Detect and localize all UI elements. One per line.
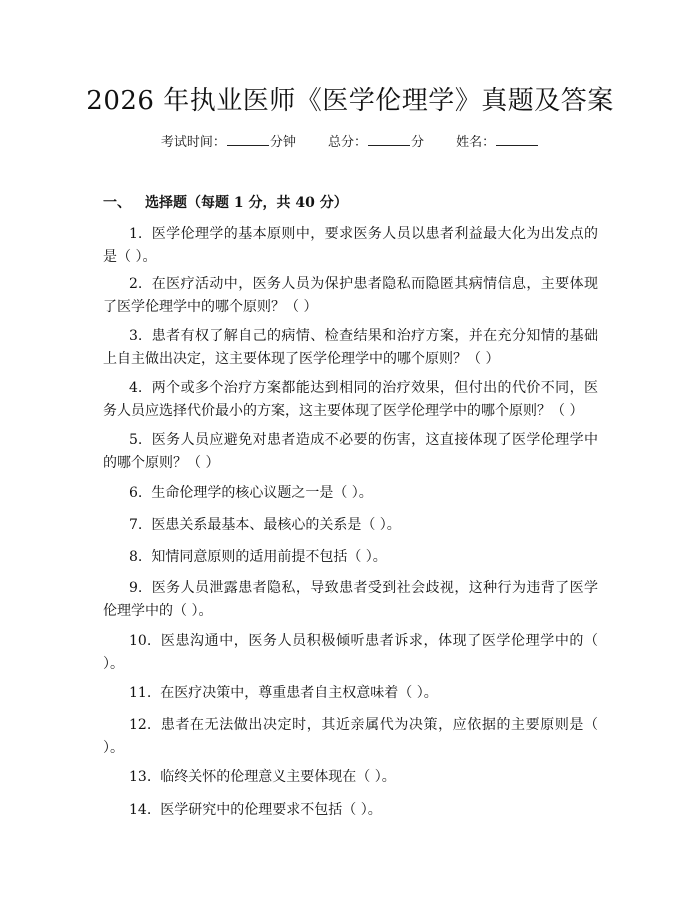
question-item [103, 630, 598, 676]
question-text: 在医疗决策中，尊重患者自主权意味着（ ）。 [160, 685, 438, 701]
exam-time-field [161, 131, 296, 150]
question-number: 7. [129, 517, 143, 533]
question-item [103, 766, 598, 789]
question-item [103, 546, 598, 569]
name-label: 姓名： [456, 135, 496, 150]
exam-time-label: 考试时间： [160, 135, 226, 150]
question-number: 1. [129, 226, 143, 242]
question-item [103, 377, 598, 423]
question-item [103, 223, 598, 269]
question-text: 医患沟通中，医务人员积极倾听患者诉求，体现了医学伦理学中的（ ）。 [103, 633, 598, 672]
page-title: 2026 年执业医师《医学伦理学》真题及答案 [86, 86, 614, 116]
question-number: 3. [129, 328, 143, 344]
question-item [103, 514, 598, 537]
exam-info-line [0, 131, 700, 150]
exam-time-blank [227, 133, 269, 146]
section-title: 选择题（每题 1 分，共 40 分） [145, 195, 348, 211]
question-item [103, 482, 598, 505]
question-number: 9. [129, 580, 143, 596]
question-text: 患者在无法做出决定时，其近亲属代为决策，应依据的主要原则是（ ）。 [103, 717, 598, 756]
question-number: 11. [129, 685, 152, 701]
question-number: 12. [129, 717, 152, 733]
question-text: 医学研究中的伦理要求不包括（ ）。 [160, 802, 382, 818]
question-text: 医务人员泄露患者隐私，导致患者受到社会歧视，这种行为违背了医学伦理学中的（ ）。 [103, 580, 598, 619]
question-text: 生命伦理学的核心议题之一是（ ）。 [151, 485, 373, 501]
question-number: 5. [129, 432, 143, 448]
question-item [103, 682, 598, 705]
section-number: 一、 [103, 195, 131, 211]
exam-time-unit: 分钟 [269, 135, 296, 150]
question-number: 8. [129, 549, 143, 565]
question-item [103, 577, 598, 623]
name-field [456, 131, 539, 150]
total-score-label: 总分： [327, 135, 367, 150]
question-text: 医务人员应避免对患者造成不必要的伤害，这直接体现了医学伦理学中的哪个原则？（ ） [103, 432, 598, 471]
question-text: 医学伦理学的基本原则中，要求医务人员以患者利益最大化为出发点的是（ ）。 [103, 226, 598, 265]
question-text: 知情同意原则的适用前提不包括（ ）。 [151, 549, 387, 565]
question-item [103, 714, 598, 760]
total-score-field [328, 131, 424, 150]
question-number: 4. [129, 380, 143, 396]
name-blank [496, 133, 538, 146]
question-text: 临终关怀的伦理意义主要体现在（ ）。 [160, 769, 396, 785]
question-item [103, 325, 598, 371]
question-number: 2. [129, 276, 143, 292]
question-text: 患者有权了解自己的病情、检查结果和治疗方案，并在充分知情的基础上自主做出决定，这主要体现了医学伦理学中的哪个原则？（ ） [103, 328, 598, 367]
question-item [103, 799, 598, 822]
total-score-blank [368, 133, 410, 146]
question-text: 医患关系最基本、最核心的关系是（ ）。 [151, 517, 401, 533]
question-text: 在医疗活动中，医务人员为保护患者隐私而隐匿其病情信息，主要体现了医学伦理学中的哪个原则？（ ） [103, 276, 598, 315]
question-number: 14. [129, 802, 152, 818]
question-number: 13. [129, 769, 152, 785]
section-heading [103, 192, 348, 212]
total-score-unit: 分 [411, 135, 425, 150]
question-item [103, 429, 598, 475]
question-number: 10. [129, 633, 152, 649]
question-text: 两个或多个治疗方案都能达到相同的治疗效果，但付出的代价不同，医务人员应选择代价最小的方案，这主要体现了医学伦理学中的哪个原则？（ ） [103, 380, 598, 419]
question-number: 6. [129, 485, 143, 501]
question-item [103, 273, 598, 319]
